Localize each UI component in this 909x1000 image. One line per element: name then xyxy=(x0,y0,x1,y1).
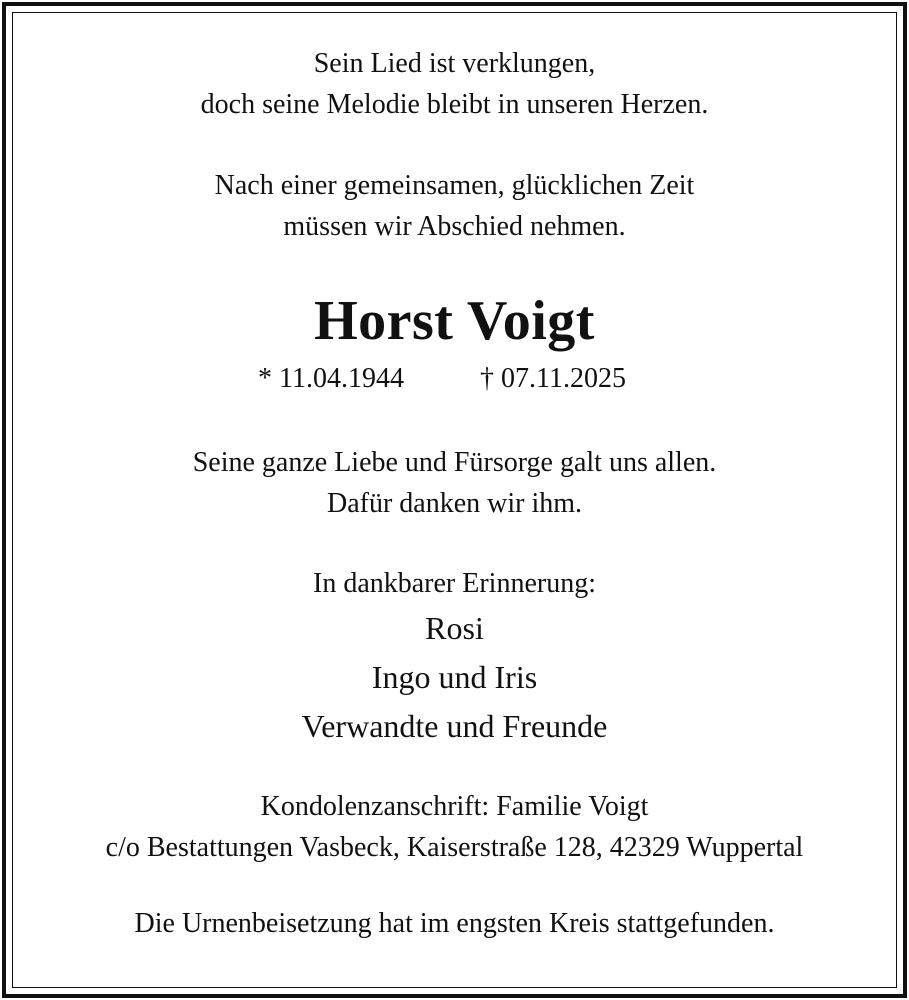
mourner-name: Ingo und Iris xyxy=(371,659,538,695)
condolence-line-1: Kondolenzanschrift: Familie Voigt xyxy=(260,791,649,822)
burial-note: Die Urnenbeisetzung hat im engsten Kreis stattgefunden. xyxy=(134,908,775,939)
death-date: † 07.11.2025 xyxy=(480,363,626,394)
motto-line-2: doch seine Melodie bleibt in unseren Herzen. xyxy=(200,89,709,120)
tribute-line-1: Seine ganze Liebe und Fürsorge galt uns allen. xyxy=(192,447,717,478)
tribute-line-2: Dafür danken wir ihm. xyxy=(326,488,583,519)
motto-line-1: Sein Lied ist verklungen, xyxy=(313,48,596,79)
intro-line-2: müssen wir Abschied nehmen. xyxy=(283,211,626,242)
mourners-heading: In dankbarer Erinnerung: xyxy=(313,568,596,599)
life-dates xyxy=(0,365,909,399)
mourner-name: Rosi xyxy=(425,610,484,646)
deceased-name: Horst Voigt xyxy=(314,290,595,352)
birth-date: * 11.04.1944 xyxy=(258,363,404,394)
condolence-line-2: c/o Bestattungen Vasbeck, Kaiserstraße 128, 42329 Wuppertal xyxy=(105,832,804,863)
mourner-name: Verwandte und Freunde xyxy=(301,708,608,744)
intro-line-1: Nach einer gemeinsamen, glücklichen Zeit xyxy=(214,170,695,201)
